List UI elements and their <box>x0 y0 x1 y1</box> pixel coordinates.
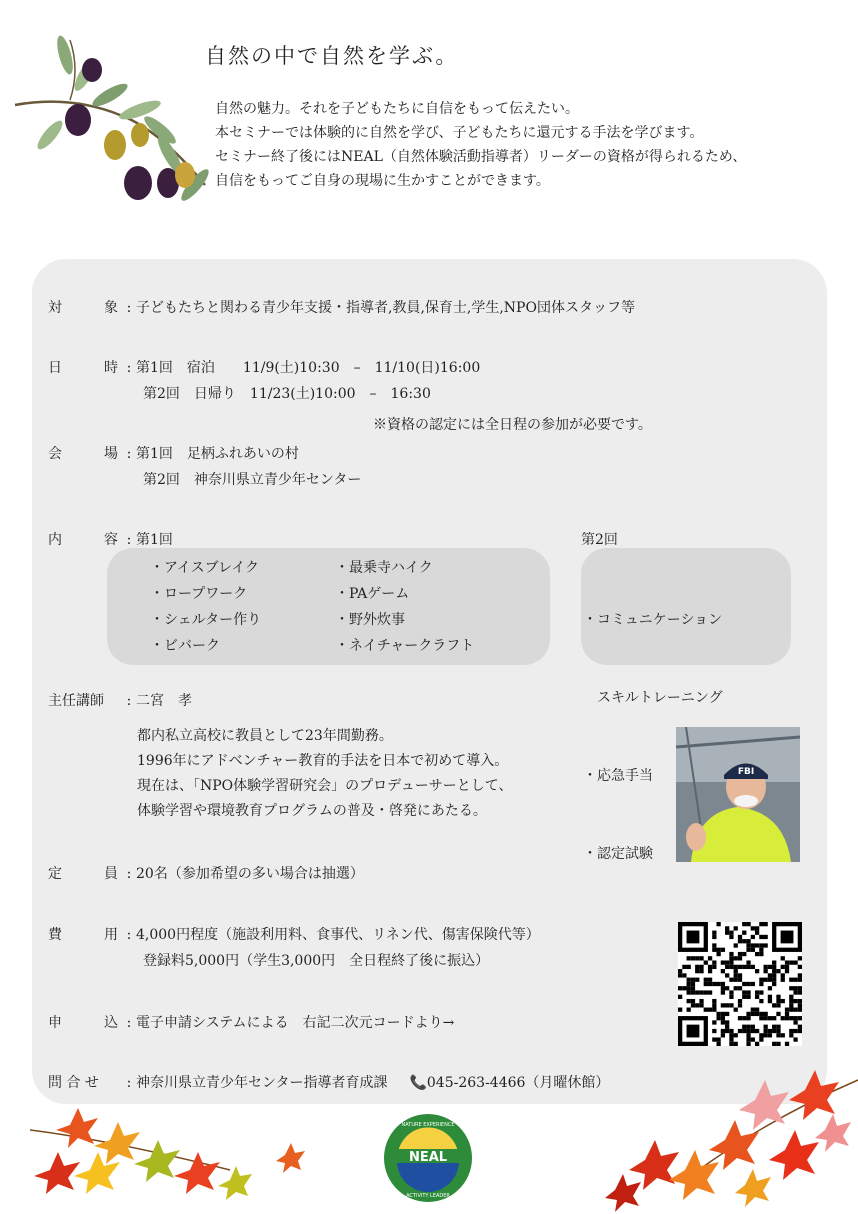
apply-label-r: 込 <box>104 1015 118 1031</box>
list-item: スキルトレーニング <box>583 690 723 706</box>
colon: : <box>126 693 132 709</box>
fee-row <box>48 924 540 944</box>
colon: : <box>126 446 132 462</box>
fee-label-l: 費 <box>48 927 62 943</box>
logo-top-text: NATURE EXPERIENCE <box>401 1122 455 1128</box>
content-row <box>48 529 173 549</box>
capacity-value: 20名（参加希望の多い場合は抽選） <box>136 866 364 882</box>
schedule-label-r: 時 <box>104 360 118 376</box>
venue-line-1: 第1回 足柄ふれあいの村 <box>136 446 299 462</box>
list-item: ・コミュニケーション <box>583 612 723 628</box>
list-item: ・応急手当 <box>583 768 653 784</box>
bio-line: 現在は、「NPO体験学習研究会」のプロデューサーとして、 <box>137 778 513 794</box>
schedule-line-1: 第1回 宿泊 11/9(土)10:30 – 11/10(日)16:00 <box>136 360 481 376</box>
fee-line-1: 4,000円程度（施設利用料、食事代、リネン代、傷害保険代等） <box>136 927 540 943</box>
target-value: 子どもたちと関わる青少年支援・指導者,教員,保育士,学生,NPO団体スタッフ等 <box>136 300 635 316</box>
bio-line: 1996年にアドベンチャー教育的手法を日本で初めて導入。 <box>137 753 509 769</box>
apply-value: 電子申請システムによる 右記二次元コードより→ <box>136 1015 455 1031</box>
page-title: 自然の中で自然を学ぶ。 <box>205 44 459 68</box>
lecturer-photo <box>676 727 800 862</box>
content-label-l: 内 <box>48 532 62 548</box>
intro-line: 自然の魅力。それを子どもたちに自信をもって伝えたい。 <box>215 101 579 117</box>
contact-org: 神奈川県立青少年センター指導者育成課 <box>136 1075 388 1091</box>
colon: : <box>126 927 132 943</box>
list-item: ・PAゲーム <box>335 586 410 602</box>
colon: : <box>126 532 132 548</box>
content-part1-list-2 <box>335 555 474 659</box>
target-label-r: 象 <box>104 300 118 316</box>
content-part2-title: 第2回 <box>581 532 618 548</box>
autumn-leaves-left-illustration <box>30 1100 310 1214</box>
list-item: ・ネイチャークラフト <box>335 638 475 654</box>
schedule-row <box>48 357 480 377</box>
bio-line: 都内私立高校に教員として23年間勤務。 <box>137 728 393 744</box>
content-label-r: 容 <box>104 532 118 548</box>
phone-icon: 📞 <box>409 1075 427 1091</box>
fee-line-2: 登録料5,000円（学生3,000円 全日程終了後に振込） <box>143 953 490 969</box>
venue-line-2: 第2回 神奈川県立青少年センター <box>143 472 362 488</box>
contact-label: 問 合 せ <box>48 1075 99 1091</box>
list-item: ・最乗寺ハイク <box>335 560 433 576</box>
list-item: ・アイスブレイク <box>150 560 260 576</box>
contact-phone: 045-263-4466（月曜休館） <box>426 1075 610 1091</box>
content-part1-list-1 <box>150 555 261 659</box>
schedule-note: ※資格の認定には全日程の参加が必要です。 <box>373 417 652 433</box>
lecturer-name: 二宮 孝 <box>136 693 192 709</box>
lecturer-bio <box>137 724 512 824</box>
list-item: ・ビバーク <box>150 638 220 654</box>
capacity-label-r: 員 <box>104 866 118 882</box>
target-label-l: 対 <box>48 300 62 316</box>
intro-line: セミナー終了後にはNEAL（自然体験活動指導者）リーダーの資格が得られるため、 <box>215 149 747 165</box>
capacity-row <box>48 863 364 883</box>
venue-row <box>48 443 299 463</box>
intro-line: 自信をもってご自身の現場に生かすことができます。 <box>215 173 550 189</box>
schedule-line-2: 第2回 日帰り 11/23(土)10:00 – 16:30 <box>143 386 431 402</box>
venue-label-l: 会 <box>48 446 62 462</box>
list-item: ・認定試験 <box>583 846 653 862</box>
venue-label-r: 場 <box>104 446 118 462</box>
schedule-label-l: 日 <box>48 360 62 376</box>
bio-line: 体験学習や環境教育プログラムの普及・啓発にあたる。 <box>137 803 487 819</box>
fee-label-r: 用 <box>104 927 118 943</box>
intro-text <box>215 97 746 193</box>
olive-branch-illustration <box>10 35 210 210</box>
cap-text: FBI <box>737 767 755 777</box>
list-item: ・ロープワーク <box>150 586 248 602</box>
colon: : <box>126 300 132 316</box>
intro-line: 本セミナーでは体験的に自然を学び、子どもたちに還元する手法を学びます。 <box>215 125 704 141</box>
qr-code[interactable] <box>678 922 802 1046</box>
content-part1-title: 第1回 <box>136 532 173 548</box>
contact-row <box>48 1072 609 1092</box>
logo-bottom-text: ACTIVITY LEADER <box>406 1193 450 1199</box>
colon: : <box>126 1015 132 1031</box>
lecturer-row <box>48 690 192 710</box>
list-item: ・シェルター作り <box>150 612 262 628</box>
apply-row <box>48 1012 454 1032</box>
capacity-label-l: 定 <box>48 866 62 882</box>
colon: : <box>126 360 132 376</box>
apply-label-l: 申 <box>48 1015 62 1031</box>
target-row <box>48 297 635 317</box>
list-item: ・野外炊事 <box>335 612 405 628</box>
autumn-leaves-right-illustration <box>585 1060 858 1214</box>
lecturer-label: 主任講師 <box>48 693 104 709</box>
colon: : <box>126 1075 132 1091</box>
logo-main-text: NEAL <box>408 1150 448 1165</box>
neal-logo <box>383 1113 473 1203</box>
colon: : <box>126 866 132 882</box>
